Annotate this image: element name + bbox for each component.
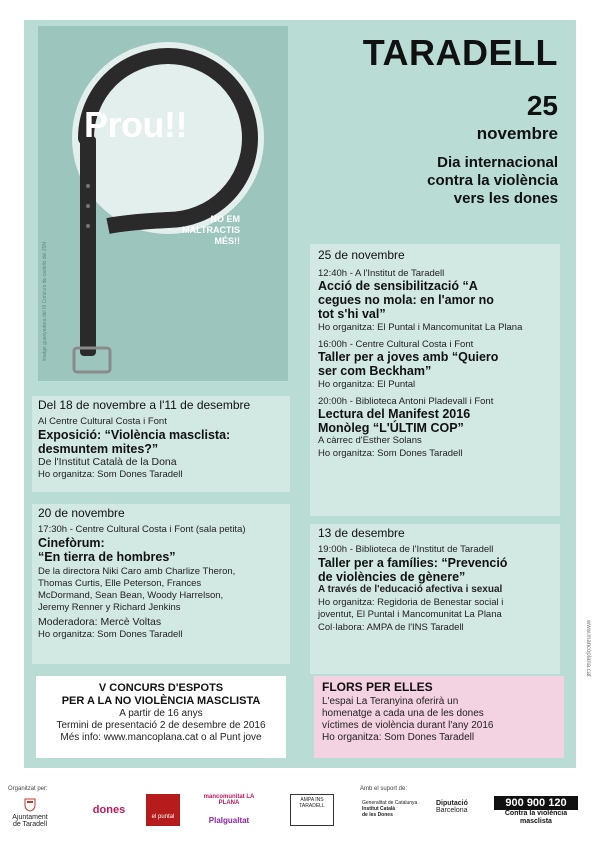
event-performer: A càrrec d'Esther Solans	[318, 435, 422, 446]
event-place: Al Centre Cultural Costa i Font	[38, 416, 167, 427]
event-place: 17:30h - Centre Cultural Costa i Font (sala petita)	[38, 524, 246, 535]
cast-line: De la directora Niki Caro amb Charlize Theron,	[38, 566, 236, 577]
contest-title: V CONCURS D'ESPOTS	[98, 682, 224, 694]
side-url: www.mancoplana.cat	[585, 620, 591, 677]
flors-box	[314, 676, 564, 758]
title-line: desmuntem mites?”	[38, 442, 159, 456]
event-organizer	[318, 597, 552, 621]
cast-line: Thomas Curtis, Elle Peterson, Frances	[38, 578, 202, 589]
section-heading: Del 18 de novembre a l'11 de desembre	[38, 398, 251, 412]
title-line: Lectura del Manifest 2016	[318, 407, 471, 421]
logo-text: PlaIgualtat	[208, 816, 250, 825]
section-heading: 13 de desembre	[318, 526, 405, 540]
prou-headline: Prou!!	[84, 104, 187, 145]
event-organizer: Ho organitza: El Puntal i Mancomunitat La Plana	[318, 322, 523, 333]
contest-line: Termini de presentació 2 de desembre de 2016	[56, 720, 266, 731]
event-title	[318, 350, 552, 378]
logo-text: de Taradell	[12, 821, 48, 828]
event-item	[318, 339, 552, 390]
event-collaborator: Col·labora: AMPA de l'INS Taradell	[318, 622, 464, 633]
flors-organizer: Ho organitza: Som Dones Taradell	[322, 732, 475, 743]
logo-text: mancomunitat LA PLANA	[203, 794, 255, 806]
logo-text: Diputació	[436, 800, 468, 807]
section-heading: 25 de novembre	[318, 248, 405, 262]
helpline-text: masclista	[520, 818, 552, 825]
event-organizer: Ho organitza: El Puntal	[318, 379, 416, 390]
title-line: Cinefòrum:	[38, 536, 105, 550]
contest-title: PER A LA NO VIOLÈNCIA MASCLISTA	[61, 695, 261, 707]
logo-mancomunitat	[196, 794, 262, 825]
event-title	[318, 407, 552, 435]
contest-box	[36, 676, 286, 758]
logo-text: Institut Català	[362, 806, 396, 812]
cast-list	[38, 566, 284, 614]
event-organizer: Ho organitza: Som Dones Taradell	[38, 469, 183, 480]
support-label: Amb el suport de:	[360, 786, 408, 792]
event-organizer: Ho organitza: Som Dones Taradell	[38, 629, 183, 640]
flors-title: FLORS PER ELLES	[322, 680, 433, 694]
title-line: de violències de gènere”	[318, 570, 466, 584]
event-subtitle: A través de l'educació afectiva i sexual	[318, 584, 503, 595]
helpline-number: 900 900 120	[494, 796, 578, 810]
cineforum-section	[32, 504, 290, 664]
event-organizer: Ho organitza: Som Dones Taradell	[318, 448, 463, 459]
event-place: 12:40h - A l'Institut de Taradell	[318, 268, 445, 279]
title-line: ser com Beckham”	[318, 364, 432, 378]
moderator: Moderadora: Mercè Voltas	[38, 616, 162, 628]
logo-text: el puntal	[151, 814, 175, 820]
logo-generalitat	[362, 800, 428, 818]
section-heading: 20 de novembre	[38, 506, 125, 520]
event-title	[318, 279, 552, 321]
helpline	[494, 796, 578, 826]
event-item	[318, 396, 552, 459]
event-place: 20:00h - Biblioteca Antoni Pladevall i Font	[318, 396, 494, 407]
logo-text: Generalitat de Catalunya	[362, 800, 418, 806]
photo-caption: imatge guanyadora del III Concurs de cartells del 25N	[42, 241, 48, 361]
org-line: joventut, El Puntal i Mancomunitat La Plana	[318, 609, 502, 620]
event-headline	[298, 154, 558, 208]
logo-text: dones	[92, 804, 126, 816]
title-line: Exposició: “Violència masclista:	[38, 428, 231, 442]
logo-ajuntament	[8, 798, 52, 828]
event-place: 16:00h - Centre Cultural Costa i Font	[318, 339, 474, 350]
cast-line: Jeremy Renner y Richard Jenkins	[38, 602, 181, 613]
event-title	[318, 556, 552, 584]
cast-line: McDormand, Sean Bean, Woody Harrelson,	[38, 590, 224, 601]
slogan-line: MÉS!!	[214, 236, 240, 246]
title-line: Taller per a famílies: “Prevenció	[318, 556, 508, 570]
logo-diputacio	[436, 800, 490, 814]
poster	[24, 20, 576, 768]
title-line: “En tierra de hombres”	[38, 550, 176, 564]
logo-ampa	[290, 794, 334, 826]
slogan-line: NO EM	[210, 214, 240, 224]
headline-line: contra la violència	[427, 172, 558, 189]
logo-text: Barcelona	[436, 807, 468, 814]
title-line: Monòleg “L'ÚLTIM COP”	[318, 421, 464, 435]
title-line: Acció de sensibilització “A	[318, 279, 478, 293]
slogan-line: MALTRACTIS	[182, 225, 240, 235]
event-month: novembre	[476, 124, 558, 143]
org-line: Ho organitza: Regidoria de Benestar social i	[318, 597, 504, 608]
campaign-photo	[38, 26, 288, 381]
exhibition-section	[32, 396, 290, 492]
logo-som-dones	[84, 794, 134, 816]
flors-line: homenatge a cada una de les dones	[322, 708, 484, 719]
shield-icon	[24, 798, 36, 812]
nov25-section	[310, 244, 560, 516]
organized-label: Organitzat per:	[8, 786, 48, 792]
logo-text: AMPA INS TARADELL	[299, 797, 325, 809]
event-day: 25	[526, 90, 558, 121]
title-line: cegues no mola: en l'amor no	[318, 293, 494, 307]
town-title: TARADELL	[362, 32, 558, 73]
footer	[0, 780, 595, 842]
title-line: Taller per a joves amb “Quiero	[318, 350, 499, 364]
logo-el-puntal	[146, 794, 180, 826]
logo-text: de les Dones	[362, 812, 393, 818]
event-title	[38, 428, 284, 456]
helpline-text: Contra la violència	[504, 810, 568, 817]
event-source: De l'Institut Català de la Dona	[38, 456, 177, 468]
contest-line: Més info: www.mancoplana.cat o al Punt jove	[60, 732, 262, 743]
belt-illustration	[38, 26, 288, 381]
event-place: 19:00h - Biblioteca de l'Institut de Taradell	[318, 544, 494, 555]
headline-line: vers les dones	[453, 190, 558, 207]
slogan	[182, 214, 240, 247]
title-line: tot s'hi val”	[318, 307, 386, 321]
headline-line: Dia internacional	[437, 154, 558, 171]
dec13-section	[310, 524, 560, 674]
contest-line: A partir de 16 anys	[119, 708, 203, 719]
event-title	[38, 536, 284, 564]
flors-line: L'espai La Teranyina oferirà un	[322, 696, 459, 707]
logo-text: Ajuntament	[12, 814, 48, 821]
flors-line: víctimes de violència durant l'any 2016	[322, 720, 494, 731]
event-item	[318, 268, 552, 333]
